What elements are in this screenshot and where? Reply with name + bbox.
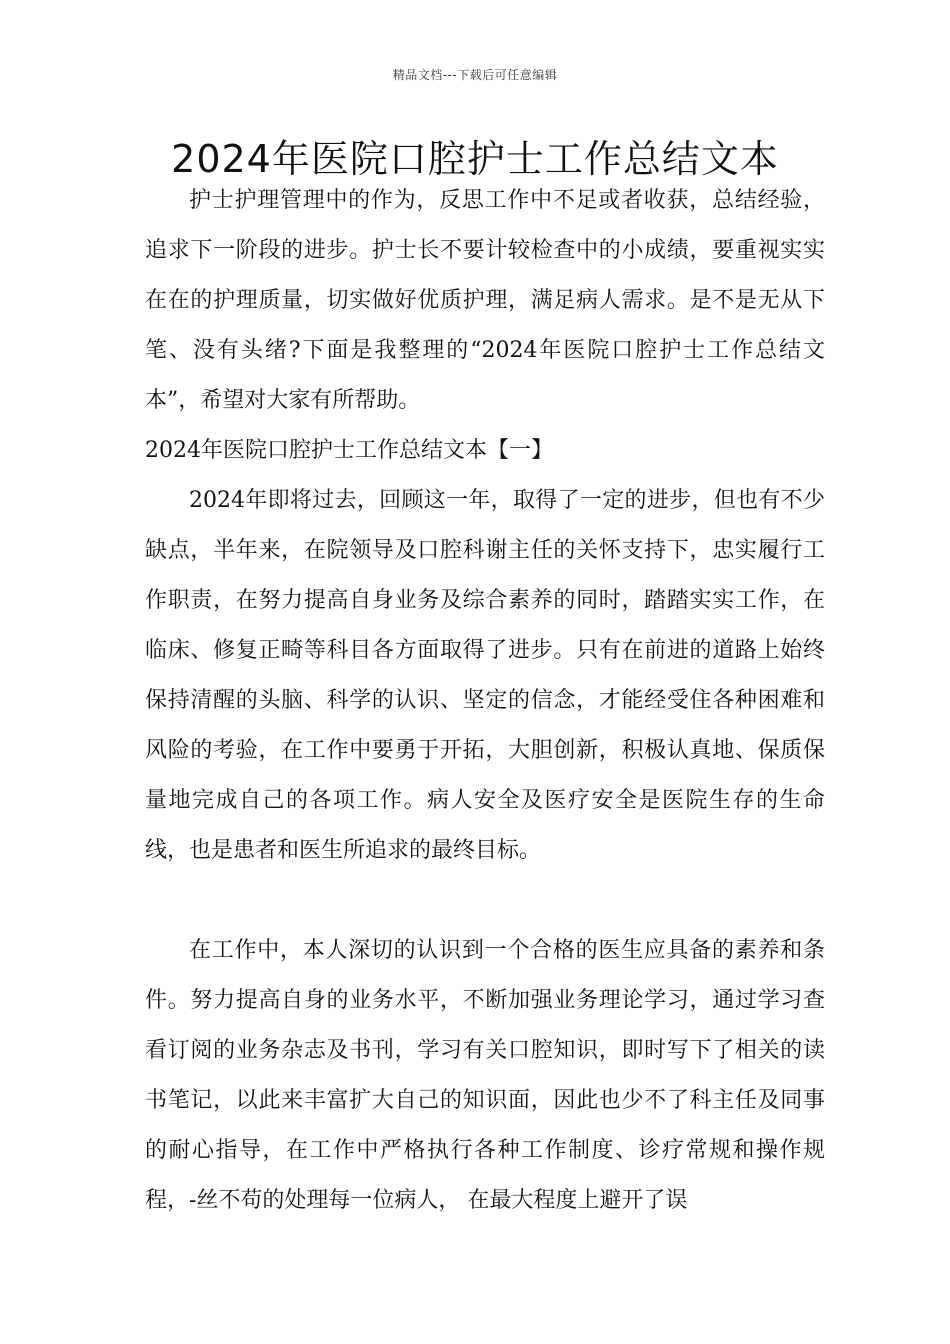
page-header-note: 精品文档---下载后可任意编辑 — [392, 68, 558, 82]
section-heading: 2024年医院口腔护士工作总结文本【一】 — [145, 438, 553, 463]
section-paragraph: 在工作中，本人深切的认识到一个合格的医生应具备的素养和条件。努力提高自身的业务水平，不断加强业务理论学习，通过学习查看订阅的业务杂志及书刊，学习有关口腔知识，即时写下了相关的读书笔记，以此来丰富扩大自己的知识面，因此也少不了科主任及同事的耐心指导，在工作中严格执行各种工作制度、诊疗常规和操作规程，-丝不苟的处理每一位病人， 在最大程度上避开了误 — [145, 938, 825, 1213]
intro-paragraph: 护士护理管理中的作为，反思工作中不足或者收获，总结经验，追求下一阶段的进步。护士长不要计较检查中的小成绩，要重视实实在在的护理质量，切实做好优质护理，满足病人需求。是不是无从下笔、没有头绪?下面是我整理的“2024年医院口腔护士工作总结文本”，希望对大家有所帮助。 — [145, 188, 825, 413]
document-title: 2024年医院口腔护士工作总结文本 — [171, 137, 779, 181]
section-paragraph: 2024年即将过去，回顾这一年，取得了一定的进步，但也有不少缺点，半年来，在院领导及口腔科谢主任的关怀支持下，忠实履行工作职责，在努力提高自身业务及综合素养的同时，踏踏实实工作，在临床、修复正畸等科目各方面取得了进步。只有在前进的道路上始终保持清醒的头脑、科学的认识、坚定的信念，才能经受住各种困难和风险的考验，在工作中要勇于开拓，大胆创新，积极认真地、保质保量地完成自己的各项工作。病人安全及医疗安全是医院生存的生命线，也是患者和医生所追求的最终目标。 — [145, 488, 825, 863]
paragraph-gap — [145, 876, 825, 926]
document-body — [145, 176, 825, 1226]
